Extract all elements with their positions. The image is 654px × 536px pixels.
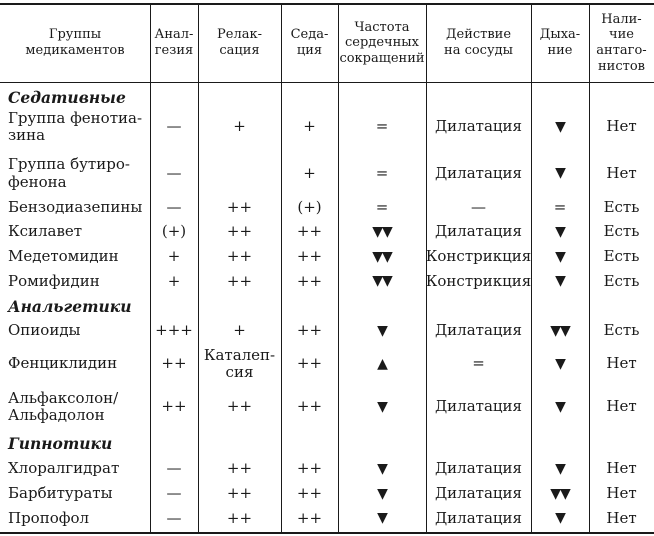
column-header-drug-name: Группы медикаментов [25, 27, 125, 58]
cell-vessels: = [472, 354, 485, 373]
cell-sedation: ++ [296, 271, 323, 290]
rule-line [0, 82, 654, 83]
cell-heart-rate: ▼▼ [372, 223, 392, 240]
cell-sedation: + [303, 163, 316, 182]
column-header-vessels: Действие на сосуды [444, 27, 513, 58]
cell-relaxation: ++ [226, 484, 253, 503]
cell-vessels: Дилатация [434, 508, 522, 527]
cell-heart-rate: ▼▼ [372, 273, 392, 290]
column-header-heart-rate: Частота сердечных сокращений [339, 19, 425, 66]
cell-breathing: ▼▼ [550, 322, 570, 339]
cell-relaxation: ++ [226, 508, 253, 527]
cell-relaxation: ++ [226, 198, 253, 217]
cell-breathing: ▼ [555, 273, 565, 290]
cell-sedation: ++ [296, 508, 323, 527]
column-header-analgesia: Анал- гезия [154, 27, 194, 58]
cell-antagonists: Нет [606, 354, 637, 373]
cell-drug-name: Фенциклидин [8, 354, 118, 373]
cell-drug-name: Хлоралгидрат [8, 459, 120, 478]
cell-heart-rate: ▼ [377, 460, 387, 477]
cell-heart-rate: ▲ [377, 355, 387, 372]
cell-breathing: ▼▼ [550, 485, 570, 502]
cell-analgesia: — [166, 459, 182, 478]
rule-line [0, 532, 654, 534]
cell-heart-rate: ▼ [377, 510, 387, 527]
cell-analgesia: — [166, 163, 182, 182]
cell-vessels: Дилатация [434, 321, 522, 340]
cell-drug-name: Барбитураты [8, 484, 113, 503]
cell-antagonists: Есть [603, 271, 640, 290]
cell-sedation: ++ [296, 247, 323, 266]
cell-drug-name: Группа бутиро- фенона [8, 155, 130, 191]
cell-analgesia: (+) [161, 222, 187, 241]
cell-heart-rate: = [375, 198, 389, 217]
section-title: Анальгетики [8, 297, 132, 316]
cell-breathing: ▼ [555, 165, 565, 182]
cell-vessels: Дилатация [434, 117, 522, 136]
cell-relaxation: + [233, 117, 246, 136]
column-header-antagonists: Нали- чие антаго- нистов [596, 11, 647, 74]
cell-antagonists: Есть [603, 247, 640, 266]
cell-antagonists: Есть [603, 321, 640, 340]
cell-heart-rate: ▼ [377, 398, 387, 415]
cell-drug-name: Ксилавет [8, 222, 83, 241]
cell-antagonists: Есть [603, 222, 640, 241]
cell-breathing: ▼ [555, 460, 565, 477]
cell-analgesia: — [166, 484, 182, 503]
cell-breathing: = [553, 198, 567, 217]
cell-sedation: ++ [296, 459, 323, 478]
cell-analgesia: + [167, 271, 181, 290]
cell-vessels: Констрикция [425, 247, 532, 266]
cell-antagonists: Нет [606, 459, 637, 478]
cell-antagonists: Нет [606, 397, 637, 416]
cell-drug-name: Альфаксолон/ Альфадолон [8, 388, 119, 424]
cell-breathing: ▼ [555, 223, 565, 240]
cell-relaxation: ++ [226, 397, 253, 416]
column-header-sedation: Седа- ция [290, 27, 329, 58]
cell-sedation: ++ [296, 484, 323, 503]
cell-analgesia: — [166, 198, 182, 217]
cell-relaxation: Каталеп- сия [203, 345, 276, 381]
cell-vessels: Дилатация [434, 484, 522, 503]
cell-analgesia: ++ [161, 397, 187, 416]
cell-drug-name: Пропофол [8, 508, 90, 527]
cell-antagonists: Нет [606, 508, 637, 527]
cell-breathing: ▼ [555, 510, 565, 527]
cell-breathing: ▼ [555, 248, 565, 265]
cell-analgesia: +++ [155, 321, 193, 340]
cell-heart-rate: = [375, 117, 389, 136]
cell-analgesia: + [167, 247, 181, 266]
cell-antagonists: Есть [603, 198, 640, 217]
cell-vessels: Дилатация [434, 222, 522, 241]
cell-sedation: ++ [296, 321, 323, 340]
cell-breathing: ▼ [555, 355, 565, 372]
section-title: Гипнотики [8, 434, 113, 453]
section-title: Седативные [8, 88, 126, 107]
cell-heart-rate: ▼ [377, 485, 387, 502]
cell-relaxation: ++ [226, 459, 253, 478]
cell-heart-rate: ▼ [377, 322, 387, 339]
cell-heart-rate: = [375, 163, 389, 182]
cell-relaxation: ++ [226, 222, 253, 241]
cell-drug-name: Ромифидин [8, 271, 100, 290]
cell-analgesia: — [166, 117, 182, 136]
cell-drug-name: Группа фенотиа- зина [8, 108, 143, 144]
cell-antagonists: Нет [606, 163, 637, 182]
cell-antagonists: Нет [606, 117, 637, 136]
cell-drug-name: Бензодиазепины [8, 198, 143, 217]
cell-sedation: ++ [296, 354, 323, 373]
cell-relaxation [198, 150, 281, 197]
cell-vessels: Констрикция [425, 271, 532, 290]
cell-antagonists: Нет [606, 484, 637, 503]
cell-drug-name: Опиоиды [8, 321, 81, 340]
cell-vessels: Дилатация [434, 397, 522, 416]
cell-analgesia: ++ [161, 354, 187, 373]
cell-relaxation: ++ [226, 247, 253, 266]
cell-analgesia: — [166, 508, 182, 527]
cell-vessels: — [471, 198, 486, 217]
cell-sedation: (+) [297, 198, 322, 217]
cell-vessels: Дилатация [434, 163, 522, 182]
cell-breathing: ▼ [555, 118, 565, 135]
column-header-relaxation: Релак- сация [217, 27, 262, 58]
cell-sedation: + [303, 117, 316, 136]
cell-relaxation: ++ [226, 271, 253, 290]
cell-breathing: ▼ [555, 398, 565, 415]
cell-heart-rate: ▼▼ [372, 248, 392, 265]
cell-vessels: Дилатация [434, 459, 522, 478]
cell-drug-name: Медетомидин [8, 247, 119, 266]
cell-relaxation: + [233, 321, 246, 340]
column-header-breathing: Дыха- ние [539, 27, 581, 58]
cell-sedation: ++ [296, 222, 323, 241]
cell-sedation: ++ [296, 397, 323, 416]
